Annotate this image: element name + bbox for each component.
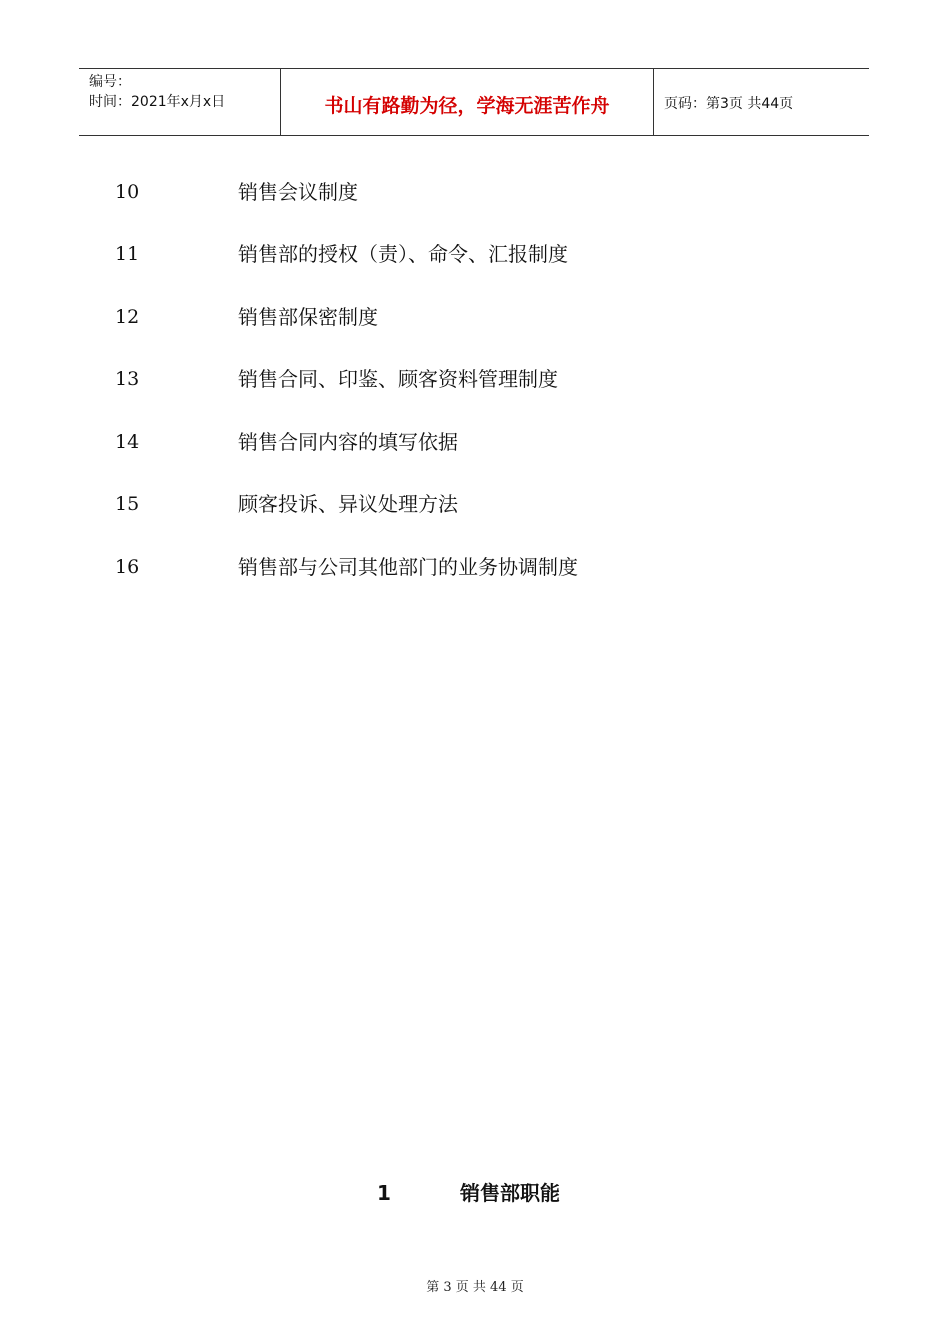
header-motto: 书山有路勤为径，学海无涯苦作舟 [281, 69, 654, 135]
toc-text: 销售会议制度 [238, 180, 358, 204]
header-meta [79, 69, 281, 135]
page-header [79, 68, 869, 136]
time-label: 时间：2021年x月x日 [89, 94, 226, 110]
toc-text: 销售部保密制度 [238, 305, 378, 329]
toc-number: 13 [115, 368, 140, 390]
page-footer [0, 1276, 950, 1295]
toc-number: 15 [115, 493, 140, 515]
section-title: 销售部职能 [460, 1181, 560, 1205]
toc-text: 销售部与公司其他部门的业务协调制度 [238, 555, 578, 579]
footer-page-text: 第 3 页 共 44 页 [426, 1280, 524, 1295]
toc-text: 销售合同内容的填写依据 [238, 430, 458, 454]
section-heading [0, 1178, 950, 1208]
toc-text: 销售部的授权（责）、命令、汇报制度 [238, 242, 568, 266]
toc-text: 销售合同、印鉴、顾客资料管理制度 [238, 367, 558, 391]
toc-number: 12 [115, 306, 140, 328]
toc-number: 11 [115, 243, 140, 265]
section-number: 1 [377, 1181, 391, 1205]
number-label: 编号： [89, 74, 131, 90]
header-page-label: 页码：第3页 共44页 [664, 96, 794, 112]
toc-number: 14 [115, 431, 140, 453]
toc-number: 10 [115, 181, 140, 203]
toc-number: 16 [115, 556, 140, 578]
toc-text: 顾客投诉、异议处理方法 [238, 492, 458, 516]
